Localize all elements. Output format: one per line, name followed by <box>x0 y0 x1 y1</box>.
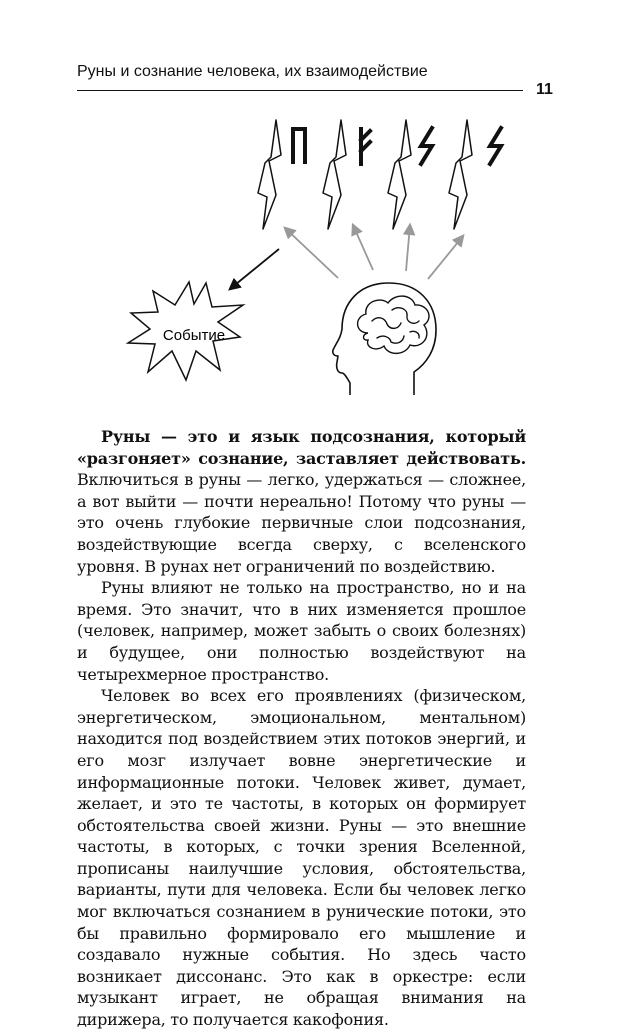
paragraph-1-rest: Включиться в руны — легко, удержаться — сложнее, а вот выйти — почти нереально! Потому что руны — это очень глубокие первичные слои подсознания, воздействующие всегда сверху, с вселенского уровня. В рунах нет ограничений по воздействию. <box>77 470 526 576</box>
arrow-to-rune-3 <box>406 225 410 271</box>
runes-figure <box>100 110 540 415</box>
page-number: 11 <box>536 81 553 98</box>
rune-uruz-icon <box>293 129 305 162</box>
header-rule <box>77 90 523 91</box>
arrow-to-rune-4 <box>428 236 463 279</box>
event-label: Событие <box>162 327 226 344</box>
lightning-bolt-icon <box>323 120 346 229</box>
paragraph-1 <box>77 426 526 577</box>
arrow-to-rune-1 <box>285 228 338 278</box>
rune-sowilo-icon <box>421 128 432 164</box>
head-profile-icon <box>333 283 436 395</box>
arrow-to-event <box>230 249 279 289</box>
rune-sowilo-icon <box>490 128 501 164</box>
lightning-bolt-icon <box>258 120 281 229</box>
arrow-to-rune-2 <box>353 225 373 270</box>
running-title: Руны и сознание человека, их взаимодействие <box>77 63 428 80</box>
paragraph-1-lead: Руны — это и язык подсознания, который «разгоняет» сознание, заставляет действовать. <box>77 427 526 468</box>
paragraph-3: Человек во всех его проявлениях (физическом, энергетическом, эмоциональном, ментальном) находится под воздействием этих потоков энергий, и его мозг излучает вовне энергетические и информационные потоки. Человек живет, думает, желает, и это те частоты, в которых он формирует обстоятельства своей жизни. Руны — это внешние частоты, в которых, с точки зрения Вселенной, прописаны наилучшие условия, обстоятельства, варианты, пути для человека. Если бы человек легко мог включаться сознанием в рунические потоки, это бы правильно формировало его мышление и создавало нужные события. Но здесь часто возникает диссонанс. Это как в оркестре: если музыкант играет, не обращая внимания на дирижера, то получается какофония. <box>77 686 526 1030</box>
rune-fehu-icon <box>361 129 370 164</box>
body-text <box>77 426 526 1031</box>
paragraph-2: Руны влияют не только на пространство, но и на время. Это значит, что в них изменяется прошлое (человек, например, может забыть о своих болезнях) и будущее, они полностью воздействуют на четырехмерное пространство. <box>77 578 526 684</box>
lightning-bolt-icon <box>388 120 411 229</box>
lightning-bolt-icon <box>449 120 472 229</box>
